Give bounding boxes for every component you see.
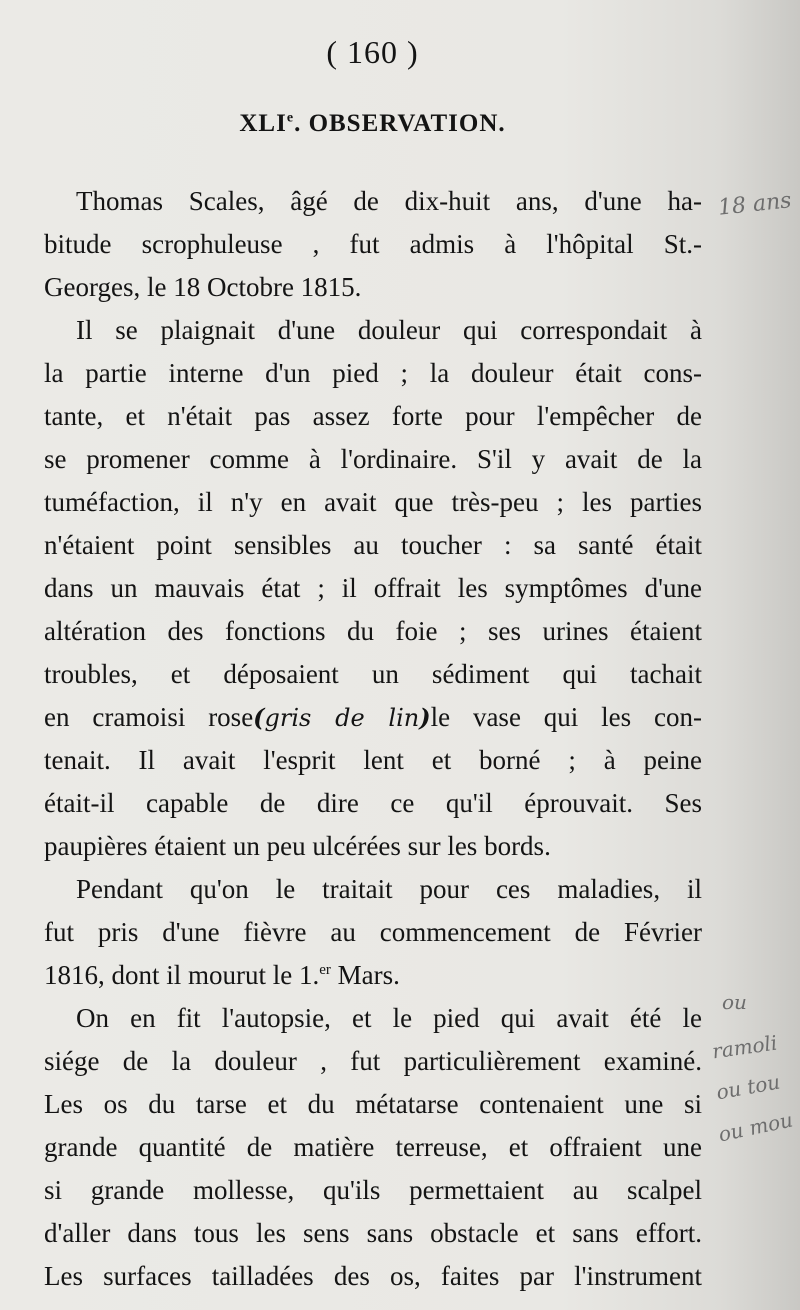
text-line: paupières étaient un peu ulcérées sur les bords.	[44, 831, 551, 861]
margin-note: ou mou	[716, 1107, 795, 1147]
text-line: Les os du tarse et du métatarse contenaient une si	[44, 1089, 702, 1119]
heading-title: . OBSERVATION.	[294, 110, 506, 137]
text-line: siége de la douleur , fut particulièrement examiné.	[44, 1046, 702, 1076]
text-line: altération des fonctions du foie ; ses urines étaient	[44, 616, 702, 646]
text-line: dans un mauvais état ; il offrait les symptômes d'une	[44, 573, 702, 603]
text-line: tante, et n'était pas assez forte pour l'empêcher de	[44, 401, 702, 431]
line-text-after: le vase qui les con-	[430, 702, 702, 732]
text-line: Thomas Scales, âgé de dix-huit ans, d'une ha-	[76, 186, 702, 216]
text-line: Georges, le 18 Octobre 1815.	[44, 272, 362, 302]
text-line: tenait. Il avait l'esprit lent et borné ; à peine	[44, 745, 702, 775]
text-line: grande quantité de matière terreuse, et offraient une	[44, 1132, 702, 1162]
margin-note: ou tou	[714, 1069, 782, 1105]
handwritten-annotation: ( gris de lin )	[253, 704, 430, 732]
observation-heading	[0, 110, 745, 138]
text-line: était-il capable de dire ce qu'il éprouvait. Ses	[44, 788, 702, 818]
margin-note: ramoli	[710, 1030, 779, 1064]
page-number: ( 160 )	[326, 34, 419, 70]
text-line: fut pris d'une fièvre au commencement de Février	[44, 917, 702, 947]
text-line: si grande mollesse, qu'ils permettaient au scalpel	[44, 1175, 702, 1205]
ordinal-suffix: er	[319, 962, 331, 978]
text-line: troubles, et déposaient un sédiment qui tachait	[44, 659, 702, 689]
text-line	[44, 954, 702, 997]
text-line: tuméfaction, il n'y en avait que très-peu ; les parties	[44, 487, 702, 517]
text-line: se promener comme à l'ordinaire. S'il y avait de la	[44, 444, 702, 474]
margin-note: 18 ans	[716, 188, 793, 221]
text-line: Les surfaces tailladées des os, faites par l'instrument	[44, 1261, 702, 1291]
text-line: bitude scrophuleuse , fut admis à l'hôpital St.-	[44, 229, 702, 259]
line-text-after: Mars.	[330, 960, 400, 990]
text-line: n'étaient point sensibles au toucher : sa santé était	[44, 530, 702, 560]
text-line: la partie interne d'un pied ; la douleur était cons-	[44, 358, 702, 388]
margin-note: ou	[722, 990, 747, 1014]
text-line: d'aller dans tous les sens sans obstacle et sans effort.	[44, 1218, 702, 1248]
line-text-before: en cramoisi rose	[44, 702, 254, 732]
text-line	[44, 696, 702, 739]
heading-roman: XLI	[239, 110, 287, 137]
line-text: 1816, dont il mourut le 1.	[44, 960, 320, 990]
heading-suffix: e	[286, 110, 295, 126]
text-line: Pendant qu'on le traitait pour ces maladies, il	[76, 874, 702, 904]
text-line: On en fit l'autopsie, et le pied qui avait été le	[76, 1003, 702, 1033]
text-line: Il se plaignait d'une douleur qui correspondait à	[76, 315, 702, 345]
